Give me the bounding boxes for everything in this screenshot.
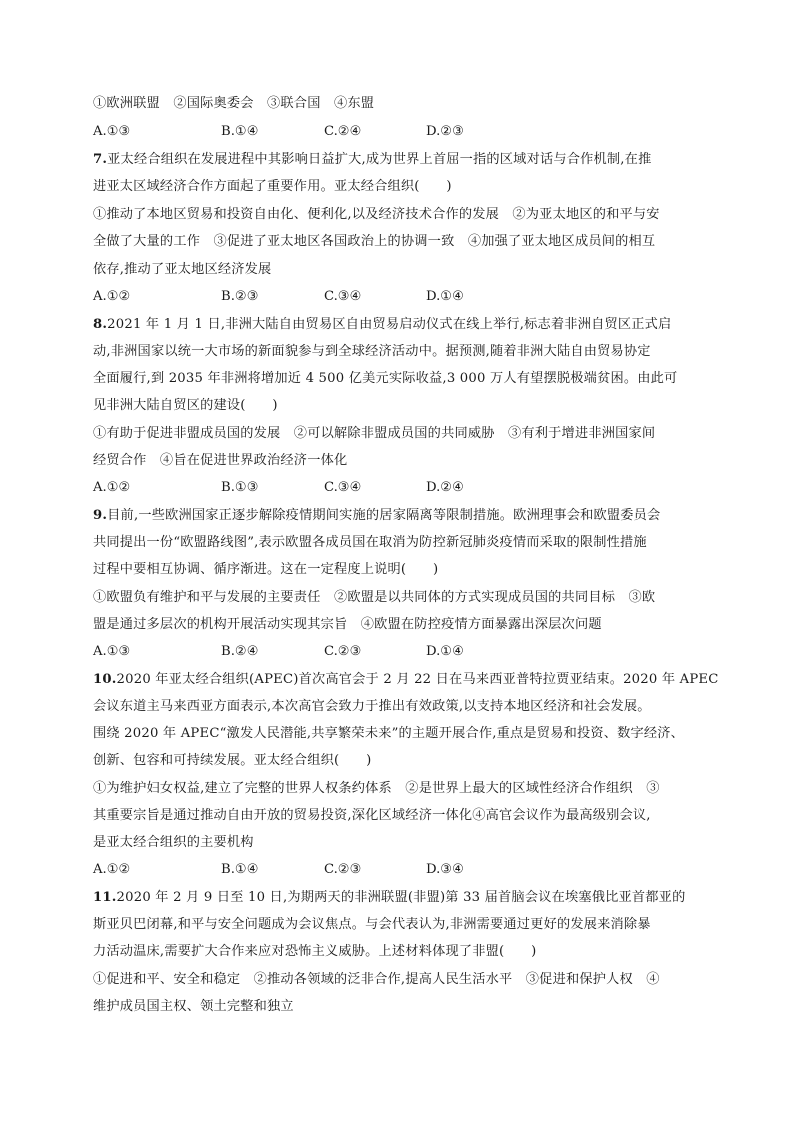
option-d: D.③④ — [426, 862, 464, 877]
option-c: C.③④ — [324, 480, 362, 495]
option-a: A.①③ — [93, 124, 131, 139]
option-d: D.②④ — [426, 480, 464, 495]
option-b: B.②④ — [221, 644, 259, 659]
question-10-stem-line-3: 围绕 2020 年 APEC“激发人民潜能,共享繁荣未来”的主题开展合作,重点是贸易和投资、数字经济、 — [93, 726, 685, 741]
question-8-stem-line-3: 全面履行,到 2035 年非洲将增加近 4 500 亿美元实际收益,3 000 万人有望摆脱极端贫困。由此可 — [93, 371, 678, 386]
question-number: 7. — [93, 152, 108, 167]
question-7-statement-line-3: 依存,推动了亚太地区经济发展 — [93, 262, 272, 277]
question-9-stem-line-3: 过程中要相互协调、循序渐进。这在一定程度上说明( ) — [93, 562, 439, 577]
question-11-stem-line-1: 11.2020 年 2 月 9 日至 10 日,为期两天的非洲联盟(非盟)第 33 届首脑会议在埃塞俄比亚首都亚的 — [93, 890, 686, 905]
option-c: C.②③ — [324, 862, 362, 877]
question-8-stem-line-1: 8.2021 年 1 月 1 日,非洲大陆自由贸易区自由贸易启动仪式在线上举行,标志着非洲自贸区正式启 — [93, 317, 672, 332]
question-7-statement-line-2: 全做了大量的工作 ③促进了亚太地区各国政治上的协调一致 ④加强了亚太地区成员间的相互 — [93, 234, 656, 249]
option-b: B.①④ — [221, 862, 259, 877]
option-a: A.①② — [93, 289, 131, 304]
option-a: A.①② — [93, 480, 131, 495]
statement-line: ①欧洲联盟 ②国际奥委会 ③联合国 ④东盟 — [93, 96, 375, 111]
answer-options — [93, 123, 713, 141]
question-7-options — [93, 288, 713, 306]
question-7-stem-line-2: 进亚太区域经济合作方面起了重要作用。亚太经合组织( ) — [93, 179, 452, 194]
option-d: D.①④ — [426, 289, 464, 304]
option-a: A.①② — [93, 862, 131, 877]
question-10-statement-line-1: ①为维护妇女权益,建立了完整的世界人权条约体系 ②是世界上最大的区域性经济合作组织 ③ — [93, 781, 660, 796]
question-number: 9. — [93, 508, 108, 523]
question-7-stem-line-1: 7.亚太经合组织在发展进程中其影响日益扩大,成为世界上首屈一指的区域对话与合作机制,在推 — [93, 152, 652, 167]
option-b: B.①③ — [221, 480, 259, 495]
question-11-statement-line-1: ①促进和平、安全和稳定 ②推动各领域的泛非合作,提高人民生活水平 ③促进和保护人权 ④ — [93, 972, 660, 987]
question-number: 10. — [93, 672, 117, 687]
option-c: C.②③ — [324, 644, 362, 659]
option-d: D.②③ — [426, 124, 464, 139]
question-9-options — [93, 643, 713, 661]
option-c: C.②④ — [324, 124, 362, 139]
option-c: C.③④ — [324, 289, 362, 304]
option-d: D.①④ — [426, 644, 464, 659]
question-8-statement-line-1: ①有助于促进非盟成员国的发展 ②可以解除非盟成员国的共同威胁 ③有利于增进非洲国家间 — [93, 426, 656, 441]
question-11-statement-line-2: 维护成员国主权、领土完整和独立 — [93, 999, 294, 1014]
question-11-stem-line-2: 斯亚贝巴闭幕,和平与安全问题成为会议焦点。与会代表认为,非洲需要通过更好的发展来消除暴 — [93, 917, 651, 932]
question-10-statement-line-3: 是亚太经合组织的主要机构 — [93, 835, 254, 850]
option-a: A.①③ — [93, 644, 131, 659]
option-b: B.①④ — [221, 124, 259, 139]
question-9-stem-line-1: 9.目前,一些欧洲国家正逐步解除疫情期间实施的居家隔离等限制措施。欧洲理事会和欧盟委员会 — [93, 508, 661, 523]
question-10-stem-line-4: 创新、包容和可持续发展。亚太经合组织( ) — [93, 753, 372, 768]
question-10-options — [93, 861, 713, 879]
question-9-stem-line-2: 共同提出一份“欧盟路线图”,表示欧盟各成员国在取消为防控新冠肺炎疫情而采取的限制性措施 — [93, 535, 647, 550]
question-7-statement-line-1: ①推动了本地区贸易和投资自由化、便利化,以及经济技术合作的发展 ②为亚太地区的和平与安 — [93, 207, 660, 222]
question-number: 11. — [93, 890, 117, 905]
question-number: 8. — [93, 317, 108, 332]
option-b: B.②③ — [221, 289, 259, 304]
question-8-stem-line-2: 动,非洲国家以统一大市场的新面貌参与到全球经济活动中。据预测,随着非洲大陆自由贸易协定 — [93, 344, 651, 359]
question-10-statement-line-2: 其重要宗旨是通过推动自由开放的贸易投资,深化区域经济一体化④高官会议作为最高级别会议, — [93, 808, 651, 823]
question-8-options — [93, 479, 713, 497]
question-10-stem-line-2: 会议东道主马来西亚方面表示,本次高官会致力于推出有效政策,以支持本地区经济和社会发展。 — [93, 699, 651, 714]
question-9-statement-line-2: 盟是通过多层次的机构开展活动实现其宗旨 ④欧盟在防控疫情方面暴露出深层次问题 — [93, 617, 602, 632]
question-10-stem-line-1: 10.2020 年亚太经合组织(APEC)首次高官会于 2 月 22 日在马来西亚普特拉贾亚结束。2020 年 APEC — [93, 672, 719, 687]
question-8-stem-line-4: 见非洲大陆自贸区的建设( ) — [93, 398, 278, 413]
question-9-statement-line-1: ①欧盟负有维护和平与发展的主要责任 ②欧盟是以共同体的方式实现成员国的共同目标 ③欧 — [93, 590, 656, 605]
question-11-stem-line-3: 力活动温床,需要扩大合作来应对恐怖主义威胁。上述材料体现了非盟( ) — [93, 944, 537, 959]
question-8-statement-line-2: 经贸合作 ④旨在促进世界政治经济一体化 — [93, 453, 348, 468]
